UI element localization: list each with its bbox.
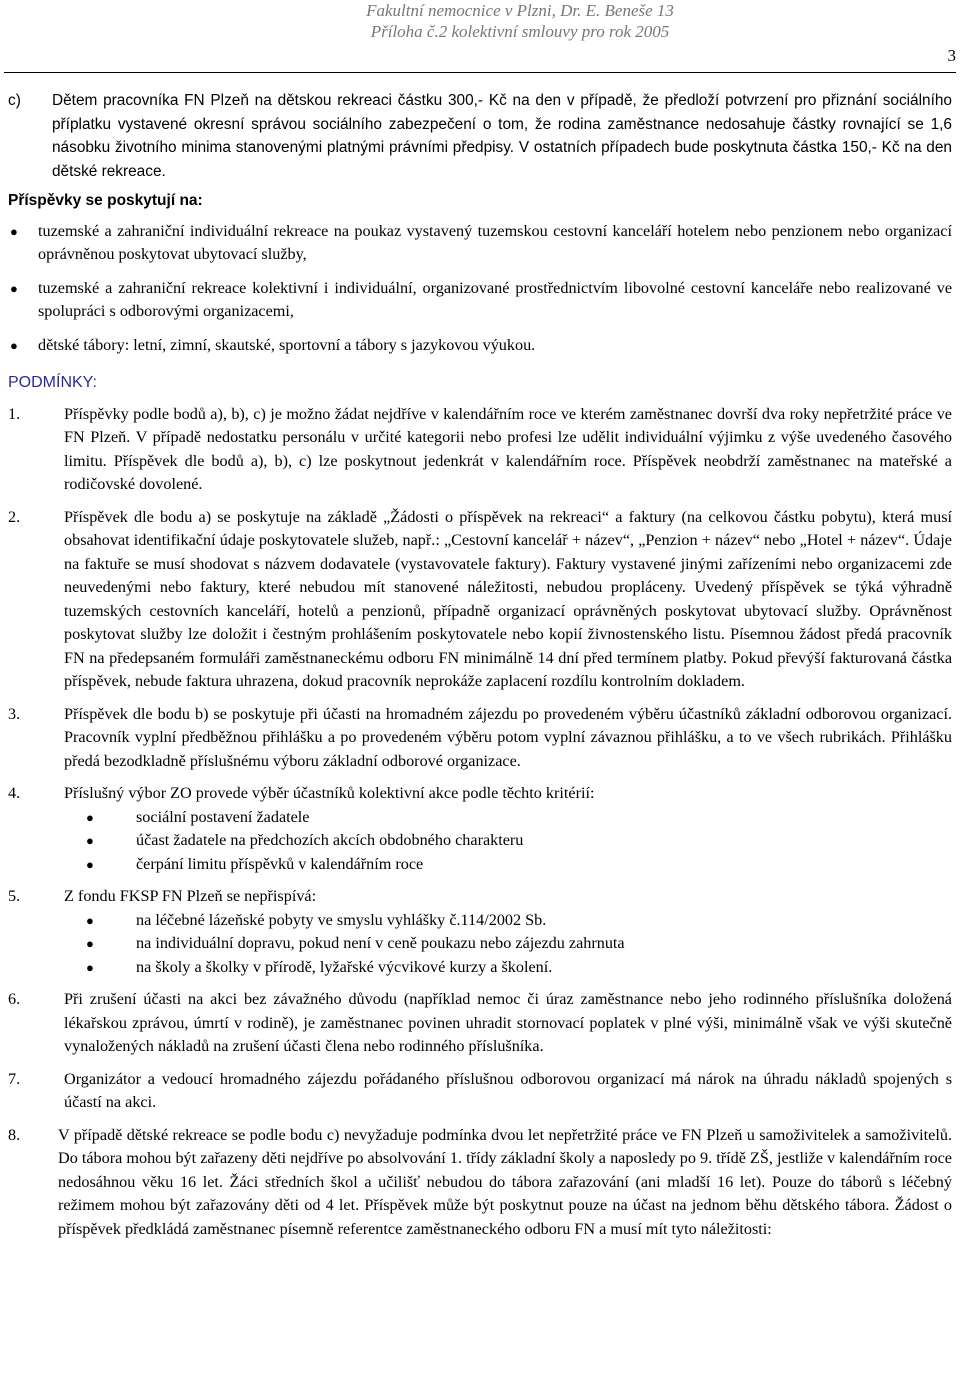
bullet-icon: ● (86, 833, 94, 848)
condition-number: 2. (8, 507, 21, 526)
condition-text: Z fondu FKSP FN Plzeň se nepřispívá: (64, 887, 317, 905)
condition-item (8, 1124, 952, 1242)
condition-text: Organizátor a vedoucí hromadného zájezdu pořádaného příslušnou odborovou organizací má nárok na úhradu nákladů spojených s účastí na akci. (64, 1069, 952, 1111)
bullet-icon: ● (86, 809, 94, 825)
bullet-icon: ● (10, 223, 18, 239)
condition-item (8, 703, 952, 774)
list-item-text: čerpání limitu příspěvků v kalendářním roce (136, 854, 424, 873)
bullet-icon: ● (86, 912, 94, 928)
bullet-icon: ● (86, 959, 94, 975)
document-header (0, 0, 960, 42)
list-item (8, 909, 952, 933)
list-item (8, 806, 952, 830)
list-item (8, 277, 952, 324)
bullet-icon: ● (10, 280, 18, 296)
list-item-text: na školy a školky v přírodě, lyžařské výcvikové kurzy a školení. (136, 957, 553, 976)
list-item-text: účast žadatele na předchozích akcích obdobného charakteru (136, 831, 524, 849)
list-item (8, 829, 952, 853)
criteria-list (8, 806, 952, 877)
condition-number: 6. (8, 990, 21, 1008)
condition-item (8, 1068, 952, 1115)
condition-text: Příspěvek dle bodu a) se poskytuje na základě „Žádosti o příspěvek na rekreaci“ a faktury (na celkovou částku pobytu), která musí obsahovat identifikační údaje poskytovatele služeb, např.: „Cestovní kancelář + název“, „Penzion + název“ nebo „Hotel + název“. Údaje na faktuře se musí shodovat s názvem dodavatele (vystavovatele faktury). Faktury vystavené jinými zařízeními nebo organizacemi zde neuvedenými nebo faktury, které nebudou mít stanovené náležitosti, nebudou propláceny. Uvedený příspěvek se týká výhradně tuzemských cestovních kanceláří, hotelů a penzionů, případně organizací oprávněných poskytovat ubytovací služby. Oprávněnost poskytovat služby lze doložit i čestným prohlášením poskytovatele nebo kopií živnostenského listu. Písemnou žádost předá pracovník FN na předepsaném formuláři zaměstnaneckému odboru FN minimálně 14 dní před termínem platby. Pokud převýší fakturovaná částka příspěvek, nebude faktura uhrazena, dokud pracovník neprokáže zaplacení rozdílu kontrolním dokladem. (64, 507, 952, 690)
condition-item (8, 506, 952, 694)
list-item-text: na léčebné lázeňské pobyty ve smyslu vyhlášky č.114/2002 Sb. (136, 910, 547, 929)
list-item (8, 220, 952, 267)
list-item (8, 932, 952, 956)
condition-item (8, 885, 952, 909)
header-line-1: Fakultní nemocnice v Plzni, Dr. E. Beneše 13 (366, 1, 674, 20)
list-item-text: dětské tábory: letní, zimní, skautské, sportovní a tábory s jazykovou výukou. (38, 335, 536, 354)
document-body (8, 89, 952, 1250)
bullet-icon: ● (86, 856, 94, 872)
list-item (8, 853, 952, 877)
condition-number: 1. (8, 404, 21, 423)
condition-text: V případě dětské rekreace se podle bodu c) nevyžaduje podmínka dvou let nepřetržité práce ve FN Plzeň u samoživitelek a samoživitelů. Do tábora mohou být zařazeny děti nejdříve po absolvování 1. třídy základní školy a naposledy po 9. třídě ZŠ, jestliže v kalendářním roce nedosáhnou věku 16 let. Žáci středních škol a učilišť nebudou do tábora zařazování (ani mladší 16 let). Pouze do táborů s léčebný režimem mohou být zařazovány děti od 4 let. Příspěvek může být poskytnut pouze na účast na jednom běhu dětského tábora. Žádost o příspěvek předkládá zaměstnanec písemně referentce zaměstnaneckého odboru FN a musí mít tyto náležitosti: (58, 1125, 952, 1238)
list-item (8, 334, 952, 358)
list-item-text: tuzemské a zahraniční rekreace kolektivní i individuální, organizované prostřednictvím libovolné cestovní kanceláře nebo realizované ve spolupráci s odborovými organizacemi, (38, 278, 952, 320)
section-c-text: Dětem pracovníka FN Plzeň na dětskou rekreaci částku 300,- Kč na den v případě, že předloží potvrzení pro přiznání sociálního příplatku vystavené okresní správou sociálního zabezpečení o tom, že rodina zaměstnance nedosahuje částky rovnající se 1,6 násobku životního minima stanovenými platnými právními předpisy. V ostatních případech bude poskytnuta částka 150,- Kč na den dětské rekreace. (52, 92, 952, 180)
contributions-heading: Příspěvky se poskytují na: (8, 192, 203, 209)
list-item-text: tuzemské a zahraniční individuální rekreace na poukaz vystavený tuzemskou cestovní kanceláří hotelem nebo penzionem nebo organizací oprávněnou poskytovat ubytovací služby, (38, 221, 952, 263)
bullet-icon: ● (86, 936, 94, 951)
condition-item (8, 403, 952, 497)
section-c (8, 89, 952, 183)
condition-text: Příspěvek dle bodu b) se poskytuje při účasti na hromadném zájezdu po provedeném výběru účastníků základní odborovou organizací. Pracovník vyplní předběžnou přihlášku a po provedeném výběru potom vyplní závaznou přihlášku, a to ve všech rubrikách. Přihlášku předá bezodkladně příslušnému výboru základní odborové organizace. (64, 704, 952, 770)
contributions-list (8, 220, 952, 358)
condition-text: Příslušný výbor ZO provede výběr účastníků kolektivní akce podle těchto kritérií: (64, 784, 595, 802)
condition-text: Při zrušení účasti na akci bez závažného důvodu (například nemoc či úraz zaměstnance nebo jeho rodinného příslušníka doložená lékařskou zprávou, úmrtí v rodině), je zaměstnanec povinen uhradit stornovací poplatek v plné výši, minimálně však ve výši skutečně vynaložených nákladů na zrušení účasti člena nebo rodinného příslušníka. (64, 990, 952, 1055)
condition-item (8, 988, 952, 1059)
header-rule (4, 72, 956, 73)
excluded-list (8, 909, 952, 980)
section-c-label: c) (8, 92, 21, 109)
list-item-text: sociální postavení žadatele (136, 807, 310, 826)
header-line-2: Příloha č.2 kolektivní smlouvy pro rok 2005 (370, 22, 670, 41)
condition-number: 8. (8, 1125, 21, 1144)
condition-number: 7. (8, 1069, 21, 1088)
conditions-heading: PODMÍNKY: (8, 374, 97, 391)
list-item (8, 956, 952, 980)
bullet-icon: ● (10, 337, 18, 353)
condition-text: Příspěvky podle bodů a), b), c) je možno žádat nejdříve v kalendářním roce ve kterém zaměstnanec dovrší dva roky nepřetržité práce ve FN Plzeň. V případě nedostatku personálu v určité kategorii nebo profesi lze udělit individuální výjimku z výše uvedeného časového limitu. Příspěvek dle bodů a), b), c) lze poskytnout jedenkrát v kalendářním roce. Příspěvek neobdrží zaměstnanec na mateřské a rodičovské dovolené. (64, 404, 952, 493)
page-number: 3 (947, 46, 956, 65)
condition-item (8, 782, 952, 806)
list-item-text: na individuální dopravu, pokud není v ceně poukazu nebo zájezdu zahrnuta (136, 934, 625, 952)
condition-number: 4. (8, 784, 21, 802)
condition-number: 5. (8, 887, 21, 905)
condition-number: 3. (8, 704, 21, 723)
